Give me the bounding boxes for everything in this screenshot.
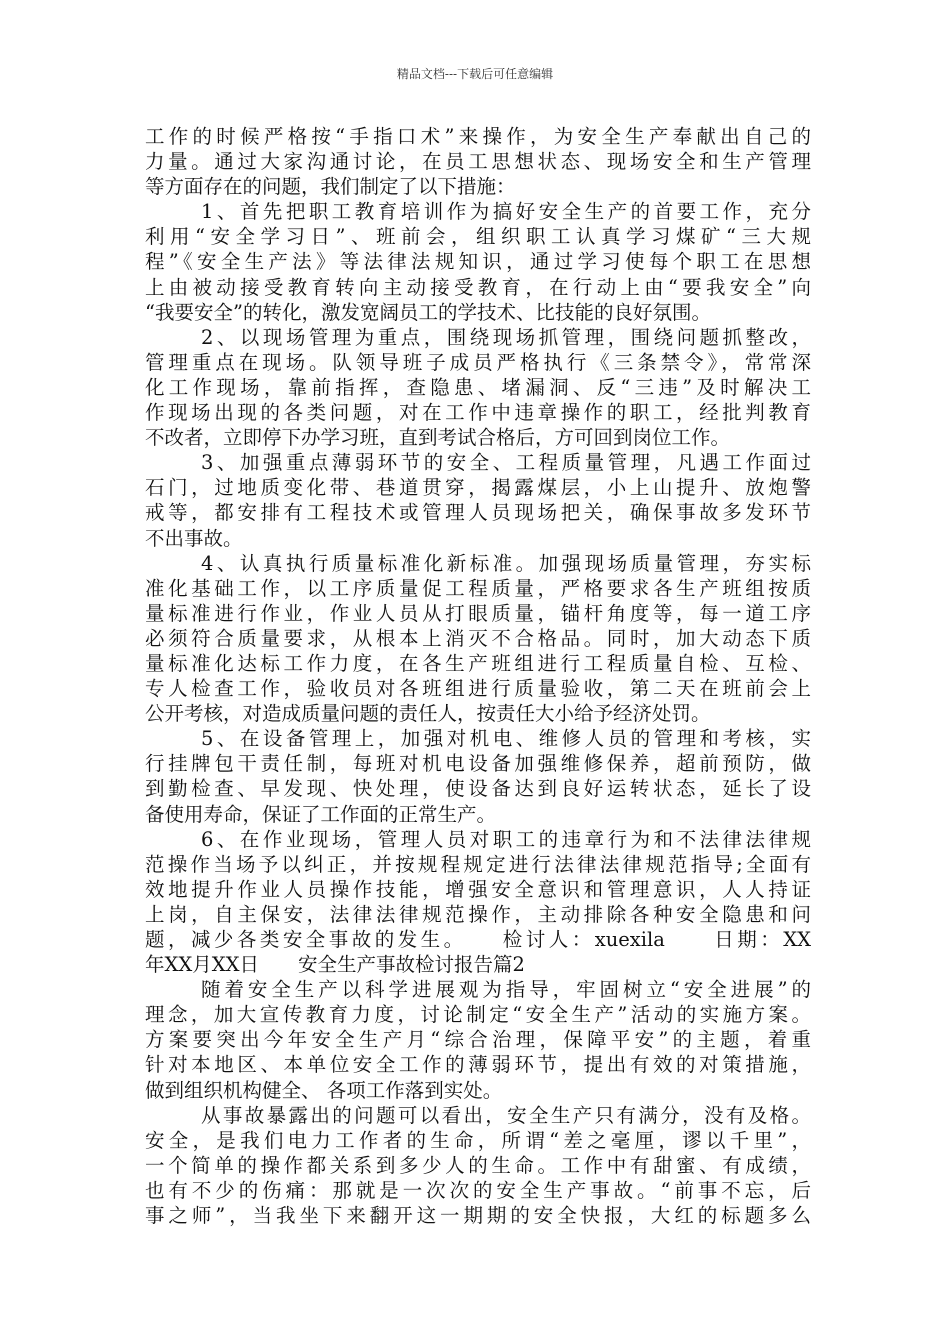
- text-line: 备使用寿命，保证了工作面的正常生产。: [145, 802, 497, 826]
- text-line: 针对本地区、本单位安全工作的薄弱环节，提出有效的对策措施，: [145, 1053, 811, 1077]
- text-line: 力量。通过大家沟通讨论，在员工思想状态、现场安全和生产管理: [145, 150, 811, 174]
- text-line: 量标准化达标工作力度，在各生产班组进行工程质量自检、互检、: [145, 651, 811, 675]
- text-line: 管理重点在现场。队领导班子成员严格执行《三条禁令》，常常深: [145, 350, 811, 374]
- text-line: 到勤检查、早发现、快处理，使设备达到良好运转状态，延长了设: [145, 777, 811, 801]
- text-line: 6、在作业现场，管理人员对职工的违章行为和不法律法律规: [201, 827, 811, 851]
- text-line: 行挂牌包干责任制，每班对机电设备加强维修保养，超前预防，做: [145, 752, 811, 776]
- text-line: 2、以现场管理为重点，围绕现场抓管理，围绕问题抓整改，: [201, 325, 811, 349]
- text-line: 从事故暴露出的问题可以看出，安全生产只有满分，没有及格。: [201, 1103, 811, 1127]
- text-line: 题，减少各类安全事故的发生。 检讨人：xuexila 日期：XX: [145, 928, 811, 951]
- text-line: 上由被动接受教育转向主动接受教育，在行动上由“要我安全”向: [145, 275, 811, 299]
- page-header: 精品文档---下载后可任意编辑: [396, 67, 554, 81]
- text-line: 事之师”，当我坐下来翻开这一期期的安全快报，大红的标题多么: [145, 1204, 811, 1228]
- text-line: 范操作当场予以纠正，并按规程规定进行法律法律规范指导;全面有: [145, 852, 811, 876]
- text-line: 4、认真执行质量标准化新标准。加强现场质量管理，夯实标: [201, 551, 811, 575]
- text-line: 必须符合质量要求，从根本上消灭不合格品。同时，加大动态下质: [145, 626, 811, 650]
- text-line: 等方面存在的问题，我们制定了以下措施：: [145, 175, 516, 199]
- text-line: 安全，是我们电力工作者的生命，所谓“差之毫厘，谬以千里”，: [145, 1128, 811, 1152]
- text-line: 工作的时候严格按“手指口术”来操作，为安全生产奉献出自己的: [145, 125, 811, 148]
- text-line: 理念，加大宣传教育力度，讨论制定“安全生产”活动的实施方案。: [145, 1003, 811, 1027]
- text-line: 利用“安全学习日”、班前会，组织职工认真学习煤矿“三大规: [145, 225, 811, 249]
- text-line: 不出事故。: [145, 526, 243, 550]
- body-text: [145, 124, 811, 1228]
- text-line: 做到组织机构健全、 各项工作落到实处。: [145, 1078, 503, 1102]
- text-line: 程”《安全生产法》等法律法规知识，通过学习使每个职工在思想: [145, 250, 811, 274]
- text-line: 作现场出现的各类问题，对在工作中违章操作的职工，经批判教育: [145, 401, 811, 425]
- text-line: 石门，过地质变化带、巷道贯穿，揭露煤层，小上山提升、放炮警: [145, 476, 811, 500]
- text-line: 方案要突出今年安全生产月“综合治理，保障平安”的主题，着重: [145, 1028, 811, 1052]
- text-line: 化工作现场，靠前指挥，查隐患、堵漏洞、反“三违”及时解决工: [145, 375, 811, 399]
- text-line: 一个简单的操作都关系到多少人的生命。工作中有甜蜜、有成绩，: [145, 1153, 811, 1177]
- text-line: 也有不少的伤痛：那就是一次次的安全生产事故。“前事不忘，后: [145, 1178, 811, 1202]
- text-line: 3、加强重点薄弱环节的安全、工程质量管理，凡遇工作面过: [201, 451, 811, 475]
- text-line: 效地提升作业人员操作技能，增强安全意识和管理意识，人人持证: [145, 877, 811, 901]
- text-line: 不改者，立即停下办学习班，直到考试合格后，方可回到岗位工作。: [145, 426, 731, 450]
- text-line: 年XX月XX日 安全生产事故检讨报告篇2: [145, 953, 525, 977]
- text-line: 专人检查工作，验收员对各班组进行质量验收，第二天在班前会上: [145, 677, 811, 701]
- text-line: 准化基础工作，以工序质量促工程质量，严格要求各生产班组按质: [145, 576, 811, 600]
- text-line: 随着安全生产以科学进展观为指导，牢固树立“安全进展”的: [201, 978, 811, 1002]
- text-line: 戒等，都安排有工程技术或管理人员现场把关，确保事故多发环节: [145, 501, 811, 525]
- text-line: 1、首先把职工教育培训作为搞好安全生产的首要工作，充分: [201, 200, 811, 224]
- text-line: “我要安全”的转化，激发宽阔员工的学技术、比技能的良好氛围。: [145, 300, 711, 324]
- text-line: 上岗，自主保安，法律法律规范操作，主动排除各种安全隐患和问: [145, 902, 811, 926]
- text-line: 5、在设备管理上，加强对机电、维修人员的管理和考核，实: [201, 727, 811, 751]
- text-line: 公开考核，对造成质量问题的责任人，按责任大小给予经济处罚。: [145, 702, 711, 726]
- text-line: 量标准进行作业，作业人员从打眼质量，锚杆角度等，每一道工序: [145, 601, 811, 625]
